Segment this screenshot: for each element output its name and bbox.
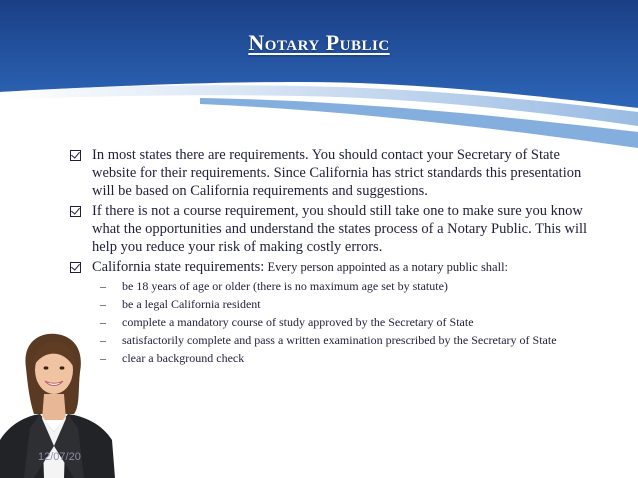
sub-item-4 — [100, 333, 590, 348]
sub-item-text: clear a background check — [122, 351, 245, 365]
dash-bullet: – — [100, 315, 106, 329]
bullet-item-2 — [70, 202, 590, 256]
bullet-item-1 — [70, 146, 590, 200]
dash-bullet: – — [100, 333, 106, 347]
bullet-item-3 — [70, 258, 590, 276]
header-wave-graphic — [0, 0, 638, 150]
sub-item-text: be a legal California resident — [122, 297, 261, 311]
bullet-text: In most states there are requirements. You should contact your Secretary of State website for their requirements. Since California has strict standards this presentation will be based on California requirements and suggestions. — [92, 147, 582, 199]
dash-bullet: – — [100, 351, 106, 365]
sub-item-text: be 18 years of age or older (there is no maximum age set by statute) — [122, 279, 448, 293]
bullet-text-main: California state requirements: — [92, 259, 265, 275]
sub-item-5 — [100, 351, 590, 366]
bullet-list — [70, 146, 590, 366]
sub-item-3 — [100, 315, 590, 330]
checkbox-checked-icon — [70, 262, 81, 273]
bullet-text-small: Every person appointed as a notary public shall: — [264, 260, 509, 274]
dash-bullet: – — [100, 297, 106, 311]
checkbox-checked-icon — [70, 206, 81, 217]
sub-item-text: satisfactorily complete and pass a written examination prescribed by the Secretary of State — [122, 333, 557, 347]
checkbox-checked-icon — [70, 150, 81, 161]
sub-item-2 — [100, 297, 590, 312]
bullet-text: If there is not a course requirement, you should still take one to make sure you know what the opportunities and understand the states process of a Notary Public. This will help you reduce your risk of making costly errors. — [92, 203, 588, 255]
sub-item-1 — [100, 279, 590, 294]
sub-item-text: complete a mandatory course of study approved by the Secretary of State — [122, 315, 474, 329]
slide-date: 12/07/20 — [38, 451, 81, 463]
dash-bullet: – — [100, 279, 106, 293]
slide-header — [0, 0, 638, 150]
slide-title: Notary Public — [248, 30, 390, 55]
bullet-text — [92, 258, 508, 276]
